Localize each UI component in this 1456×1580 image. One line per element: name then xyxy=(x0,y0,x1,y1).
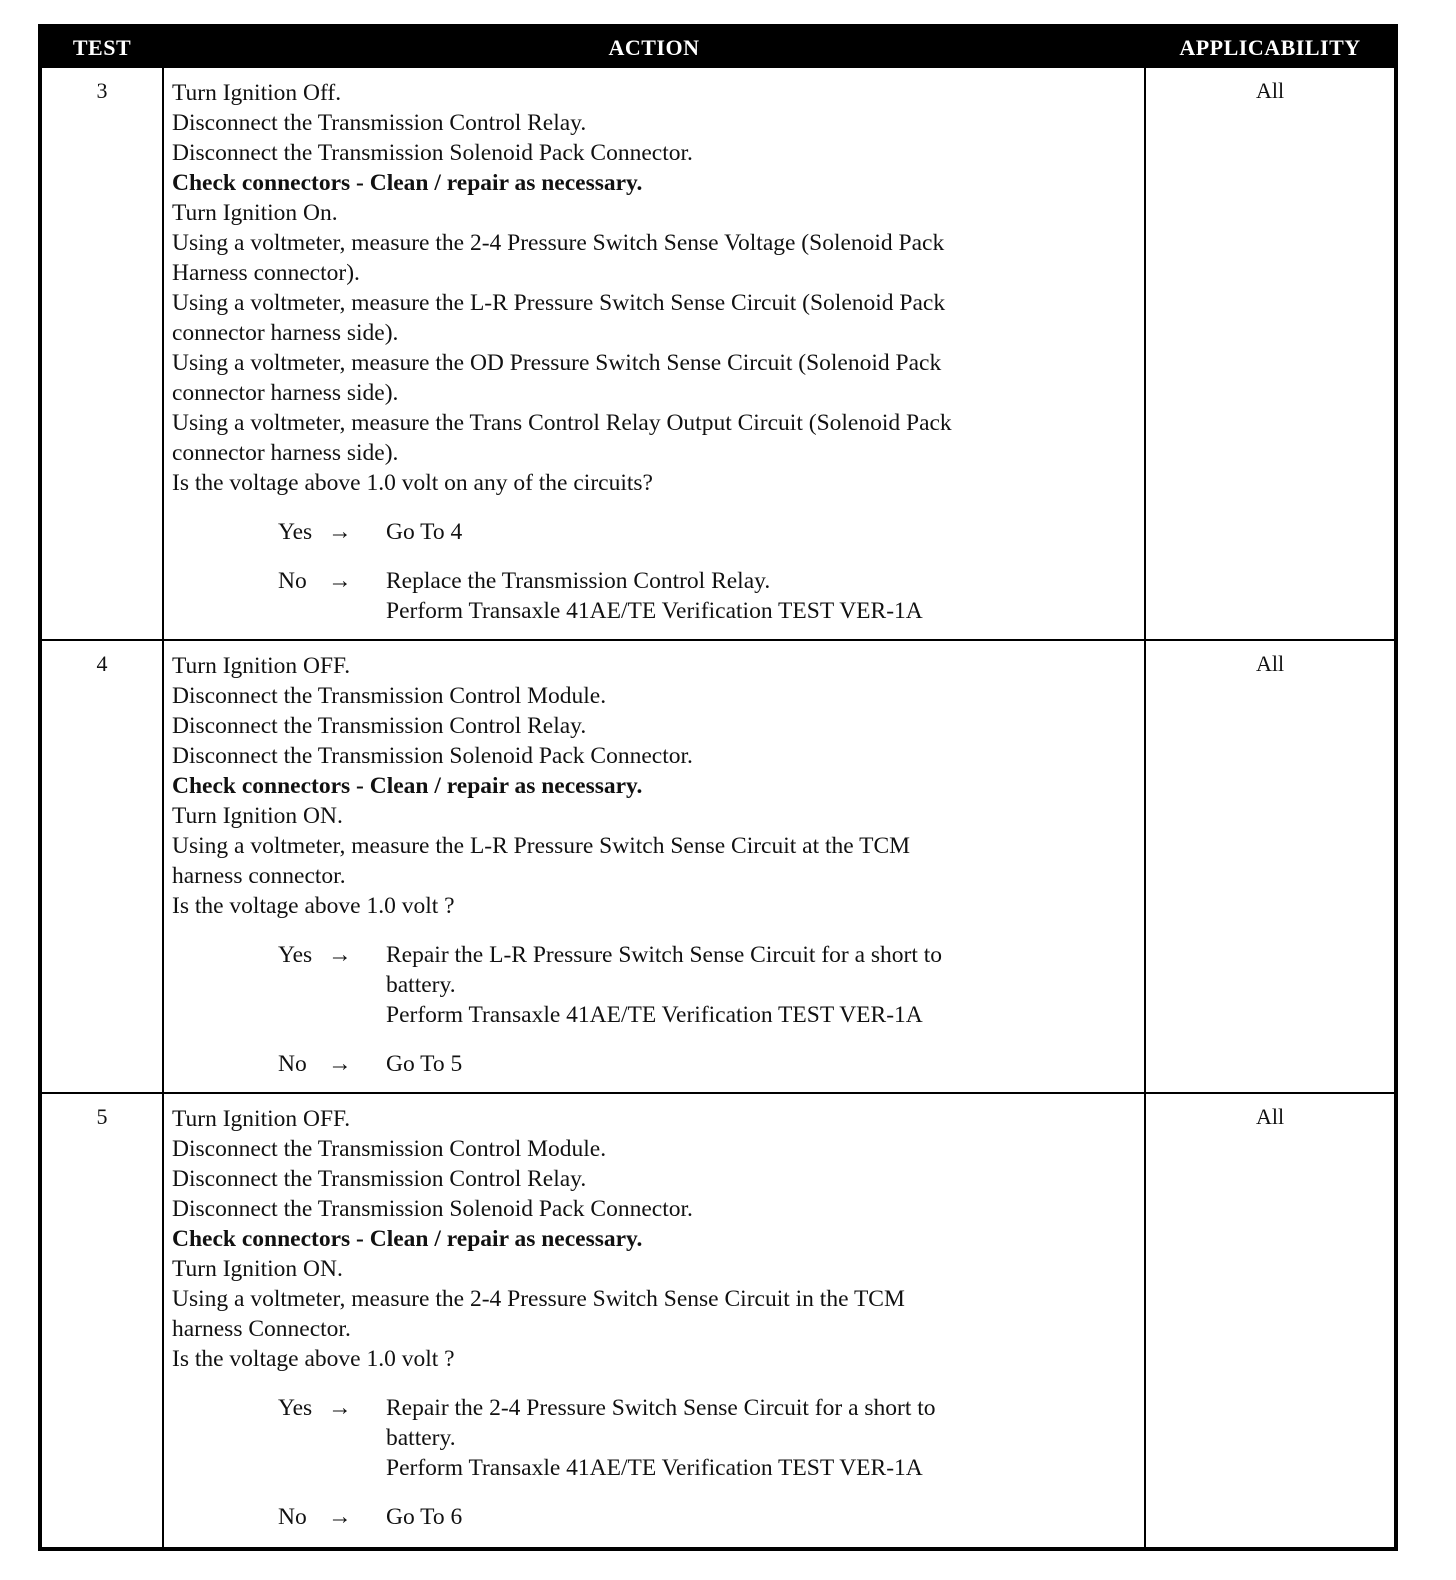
action-line: Turn Ignition ON. xyxy=(172,803,343,829)
arrow-icon: → xyxy=(328,1395,352,1421)
action-line: Turn Ignition ON. xyxy=(172,1256,343,1282)
action-line: Is the voltage above 1.0 volt on any of the circuits? xyxy=(172,470,653,496)
table-body xyxy=(42,68,1394,1547)
yes-action-text xyxy=(386,940,1136,1030)
yes-label: Yes xyxy=(278,519,313,545)
action-line: Check connectors - Clean / repair as necessary. xyxy=(172,773,643,799)
yes-action-line: Repair the L-R Pressure Switch Sense Circuit for a short to xyxy=(386,942,943,968)
arrow-icon: → xyxy=(328,519,352,545)
yes-action-text xyxy=(386,517,1136,547)
no-action-text xyxy=(386,1502,1136,1532)
action-cell xyxy=(162,641,1146,1092)
applicability-value: All xyxy=(1255,78,1285,103)
action-line: Turn Ignition OFF. xyxy=(172,1106,351,1132)
no-result xyxy=(278,1502,1136,1532)
action-line: Using a voltmeter, measure the L-R Pressure Switch Sense Circuit (Solenoid Pack xyxy=(172,290,946,316)
action-line: connector harness side). xyxy=(172,380,399,406)
header-test: TEST xyxy=(72,35,132,60)
action-line: Is the voltage above 1.0 volt ? xyxy=(172,893,455,919)
action-line: connector harness side). xyxy=(172,320,399,346)
action-line: Using a voltmeter, measure the OD Pressure Switch Sense Circuit (Solenoid Pack xyxy=(172,350,942,376)
action-line: Disconnect the Transmission Solenoid Pack Connector. xyxy=(172,743,693,769)
yes-action-line: Repair the 2-4 Pressure Switch Sense Circuit for a short to xyxy=(386,1395,936,1421)
yes-action-line: Go To 4 xyxy=(386,519,463,545)
action-line: Disconnect the Transmission Control Module. xyxy=(172,683,607,709)
action-cell xyxy=(162,1094,1146,1547)
yes-result xyxy=(278,1393,1136,1483)
yes-action-line: battery. xyxy=(386,972,456,998)
applicability-value: All xyxy=(1255,651,1285,676)
action-line: Disconnect the Transmission Control Relay. xyxy=(172,1166,587,1192)
action-line: Using a voltmeter, measure the Trans Control Relay Output Circuit (Solenoid Pack xyxy=(172,410,952,436)
action-line: harness connector. xyxy=(172,863,346,889)
action-line: Check connectors - Clean / repair as necessary. xyxy=(172,1226,643,1252)
action-line: Turn Ignition OFF. xyxy=(172,653,351,679)
no-action-text xyxy=(386,566,1136,626)
action-line: Using a voltmeter, measure the 2-4 Pressure Switch Sense Voltage (Solenoid Pack xyxy=(172,230,945,256)
table-header xyxy=(42,28,1394,68)
yes-action-line: Perform Transaxle 41AE/TE Verification TEST VER-1A xyxy=(386,1455,923,1481)
action-line: harness Connector. xyxy=(172,1316,351,1342)
arrow-icon: → xyxy=(328,1051,352,1077)
action-line: Check connectors - Clean / repair as necessary. xyxy=(172,170,643,196)
action-line: Using a voltmeter, measure the L-R Pressure Switch Sense Circuit at the TCM xyxy=(172,833,911,859)
action-line: Disconnect the Transmission Control Relay. xyxy=(172,713,587,739)
no-action-line: Go To 5 xyxy=(386,1051,463,1077)
yes-label: Yes xyxy=(278,1395,313,1421)
header-action: ACTION xyxy=(608,35,700,60)
no-result xyxy=(278,566,1136,626)
header-applicability: APPLICABILITY xyxy=(1179,35,1361,60)
action-line: Using a voltmeter, measure the 2-4 Pressure Switch Sense Circuit in the TCM xyxy=(172,1286,905,1312)
no-action-line: Replace the Transmission Control Relay. xyxy=(386,568,771,594)
action-cell xyxy=(162,68,1146,639)
arrow-icon: → xyxy=(328,1504,352,1530)
applicability-value: All xyxy=(1255,1104,1285,1129)
arrow-icon: → xyxy=(328,568,352,594)
table-row xyxy=(42,68,1394,639)
no-label: No xyxy=(278,1051,307,1077)
diagnostic-table xyxy=(38,24,1398,1551)
action-line: Is the voltage above 1.0 volt ? xyxy=(172,1346,455,1372)
yes-label: Yes xyxy=(278,942,313,968)
no-action-line: Perform Transaxle 41AE/TE Verification TEST VER-1A xyxy=(386,598,923,624)
action-line: Disconnect the Transmission Solenoid Pack Connector. xyxy=(172,140,693,166)
yes-action-line: battery. xyxy=(386,1425,456,1451)
table-row xyxy=(42,639,1394,1092)
test-number: 3 xyxy=(96,78,108,103)
no-result xyxy=(278,1049,1136,1079)
yes-result xyxy=(278,940,1136,1030)
action-line: Harness connector). xyxy=(172,260,360,286)
test-number: 4 xyxy=(96,651,108,676)
arrow-icon: → xyxy=(328,942,352,968)
no-action-text xyxy=(386,1049,1136,1079)
action-line: Disconnect the Transmission Control Relay. xyxy=(172,110,587,136)
no-label: No xyxy=(278,1504,307,1530)
yes-result xyxy=(278,517,1136,547)
table-row xyxy=(42,1092,1394,1547)
action-line: Disconnect the Transmission Control Module. xyxy=(172,1136,607,1162)
action-line: connector harness side). xyxy=(172,440,399,466)
no-label: No xyxy=(278,568,307,594)
yes-action-text xyxy=(386,1393,1136,1483)
yes-action-line: Perform Transaxle 41AE/TE Verification TEST VER-1A xyxy=(386,1002,923,1028)
no-action-line: Go To 6 xyxy=(386,1504,463,1530)
action-line: Turn Ignition Off. xyxy=(172,80,342,106)
action-line: Turn Ignition On. xyxy=(172,200,338,226)
action-line: Disconnect the Transmission Solenoid Pack Connector. xyxy=(172,1196,693,1222)
test-number: 5 xyxy=(96,1104,108,1129)
